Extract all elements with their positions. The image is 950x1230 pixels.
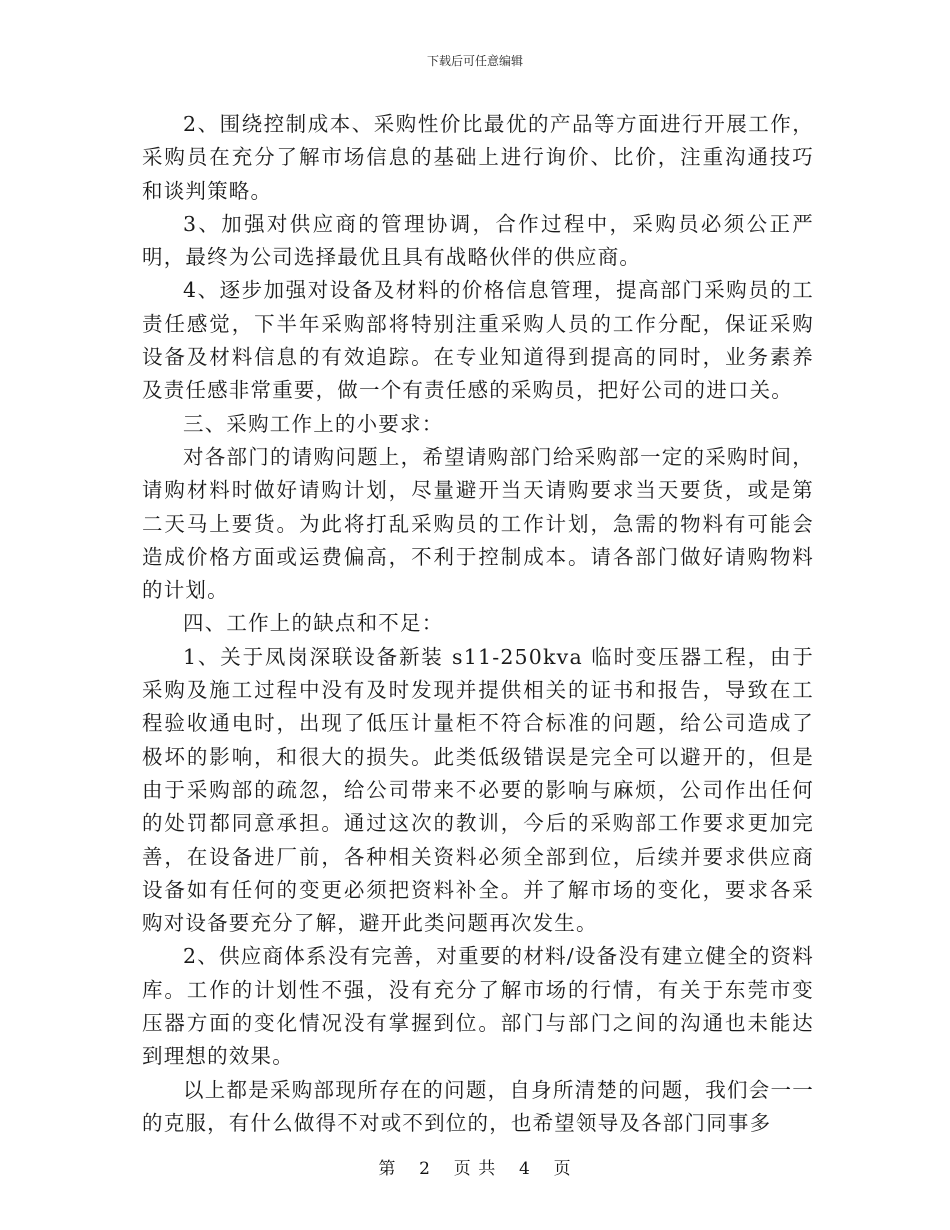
- section-heading-requirements: 三、采购工作上的小要求：: [183, 411, 444, 436]
- paragraph-item-3: 3、加强对供应商的管理协调，合作过程中，采购员必须公正严明，最终为公司选择最优且具有战略伙伴的供应商。: [142, 211, 814, 270]
- paragraph-requirements: 对各部门的请购问题上，希望请购部门给采购部一定的采购时间，请购材料时做好请购计划，尽量避开当天请购要求当天要货，或是第二天马上要货。为此将打乱采购员的工作计划，急需的物料有可能会造成价格方面或运费偏高，不利于控制成本。请各部门做好请购物料的计划。: [142, 444, 814, 603]
- page-footer: [0, 1154, 950, 1179]
- paragraph-conclusion: 以上都是采购部现所存在的问题，自身所清楚的问题，我们会一一的克服，有什么做得不对或不到位的，也希望领导及各部门同事多: [142, 1077, 814, 1135]
- document-body: [142, 108, 814, 1140]
- footer-suffix: 页: [553, 1159, 572, 1179]
- paragraph-item-2: 2、围绕控制成本、采购性价比最优的产品等方面进行开展工作，采购员在充分了解市场信息的基础上进行询价、比价，注重沟通技巧和谈判策略。: [142, 112, 814, 203]
- footer-total-pages: 4: [519, 1159, 531, 1179]
- footer-middle: 页 共: [453, 1159, 497, 1179]
- footer-prefix: 第: [378, 1159, 397, 1179]
- paragraph-shortcoming-1: 1、关于凤岗深联设备新装 s11-250kva 临时变压器工程，由于采购及施工过程中没有及时发现并提供相关的证书和报告，导致在工程验收通电时，出现了低压计量柜不符合标准的问题，给公司造成了极坏的影响，和很大的损失。此类低级错误是完全可以避开的，但是由于采购部的疏忽，给公司带来不必要的影响与麻烦，公司作出任何的处罚都同意承担。通过这次的教训，今后的采购部工作要求更加完善，在设备进厂前，各种相关资料必须全部到位，后续并要求供应商设备如有任何的变更必须把资料补全。并了解市场的变化，要求各采购对设备要充分了解，避开此类问题再次发生。: [142, 644, 814, 936]
- footer-page-number: 2: [419, 1159, 431, 1179]
- page-header: 下载后可任意编辑: [426, 54, 523, 68]
- paragraph-shortcoming-2: 2、供应商体系没有完善，对重要的材料/设备没有建立健全的资料库。工作的计划性不强，没有充分了解市场的行情，有关于东莞市变压器方面的变化情况没有掌握到位。部门与部门之间的沟通也未能达到理想的效果。: [142, 944, 814, 1069]
- paragraph-item-4: 4、逐步加强对设备及材料的价格信息管理，提高部门采购员的工责任感觉，下半年采购部将特别注重采购人员的工作分配，保证采购设备及材料信息的有效追踪。在专业知道得到提高的同时，业务素养及责任感非常重要，做一个有责任感的采购员，把好公司的进口关。: [142, 278, 814, 403]
- section-heading-shortcomings: 四、工作上的缺点和不足：: [183, 611, 444, 636]
